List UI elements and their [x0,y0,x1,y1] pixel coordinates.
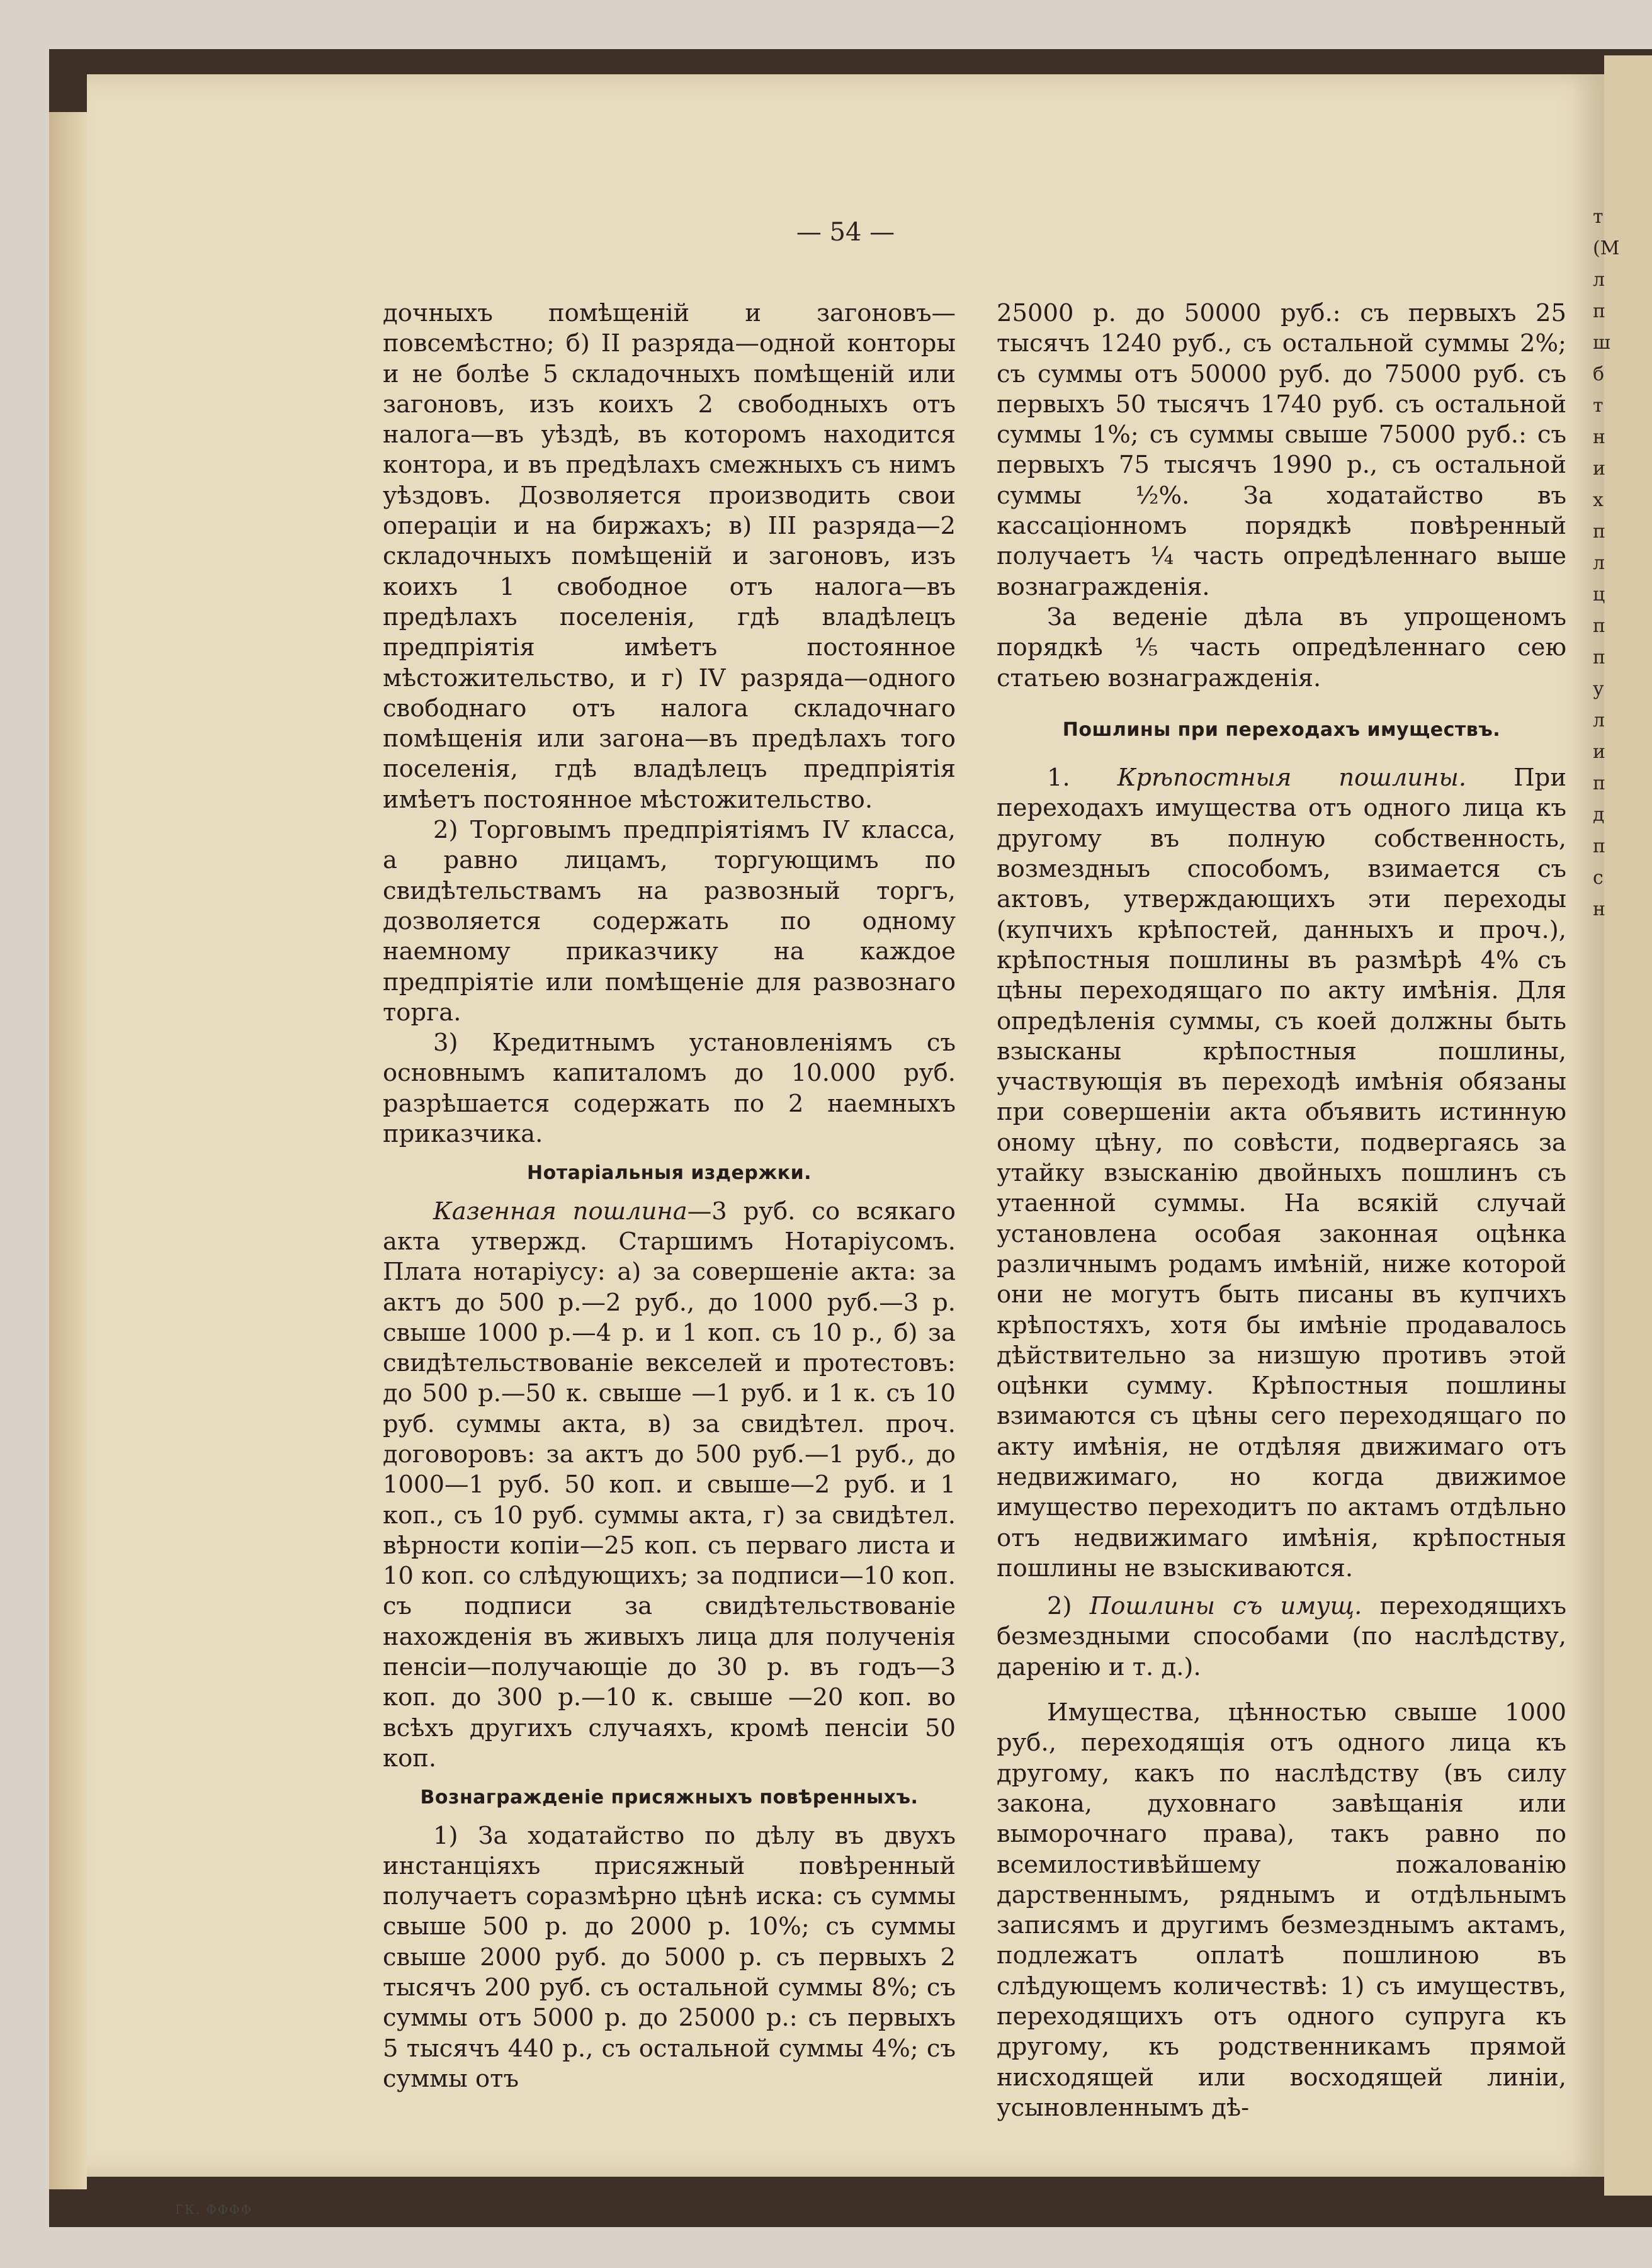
facing-page-fragment: п [1593,521,1605,543]
paragraph: За веденіе дѣла въ упрощеномъ порядкѣ ⅕ часть опредѣленнаго сею статьею вознагражденія. [997,602,1566,692]
page-edges [49,112,87,2189]
right-column [997,298,1566,2123]
item-number: 1. [1047,764,1070,793]
facing-page-fragment: п [1593,772,1605,794]
italic-term: Пошлины съ имущ. [1089,1592,1362,1621]
paragraph-text: —3 руб. со всякаго акта утвержд. Старшимъ Нотаріусомъ. Плата нотаріусу: а) за совершеніе акта: за актъ до 500 р.—2 руб., до 1000 руб.—3 р. свыше 1000 р.—4 р. и 1 коп. съ 10 р., б) за свидѣтельствованіе векселей и протестовъ: до 500 р.—50 к. свыше —1 руб. и 1 к. съ 10 руб. суммы акта, в) за свидѣтел. проч. договоровъ: за актъ до 500 руб.—1 руб., до 1000—1 руб. 50 коп. и свыше—2 руб. и 1 коп., съ 10 руб. суммы акта, г) за свидѣтел. вѣрности копіи—25 коп. съ перваго листа и 10 коп. со слѣдующихъ; за подписи—10 коп. съ подписи за свидѣтельствованіе нахожденія въ живыхъ лица для полученія пенсіи—получающіе до 30 р. въ годъ—3 коп. до 300 р.—10 к. свыше —20 коп. во всѣхъ другихъ случаяхъ, кромѣ пенсіи 50 коп. [383,1197,956,1773]
section-heading: Пошлины при переходахъ имуществъ. [1062,718,1501,741]
paragraph: дочныхъ помѣщеній и загоновъ—повсемѣстно; б) II разряда—одной конторы и не болѣе 5 складочныхъ помѣщеній или загоновъ, изъ коихъ 2 свободныхъ отъ налога—въ уѣздѣ, въ которомъ находится контора, и въ предѣлахъ смежныхъ съ нимъ уѣздовъ. Дозволяется производить свои операціи и на биржахъ; в) III разряда—2 складочныхъ помѣщеній и загоновъ, изъ коихъ 1 свободное отъ налога—въ предѣлахъ поселенія, гдѣ владѣлецъ предпріятія имѣетъ постоянное мѣстожительство, и г) IV разряда—одного свободнаго отъ налога складочнаго помѣщенія или загона—въ предѣлахъ того поселенія, гдѣ владѣлецъ предпріятія имѣетъ постоянное мѣстожительство. [383,299,956,814]
paragraph [383,1197,956,1774]
paragraph: 25000 р. до 50000 руб.: съ первыхъ 25 тысячъ 1240 руб., съ остальной суммы 2%; съ суммы отъ 50000 руб. до 75000 руб. съ первыхъ 50 тысячъ 1740 руб. съ остальной суммы 1%; съ суммы свыше 75000 руб.: съ первыхъ 75 тысячъ 1990 р., съ остальной суммы ½%. За ходатайство въ кассаціонномъ порядкѣ повѣренный получаетъ ¼ часть опредѣленнаго выше вознагражденія. [997,299,1566,601]
paragraph: 3) Кредитнымъ установленіямъ съ основнымъ капиталомъ до 10.000 руб. разрѣшается содержать по 2 наемныхъ приказчика. [383,1029,956,1149]
section-heading: Вознагражденіе присяжныхъ повѣренныхъ. [420,1786,919,1809]
italic-term: Казенная пошлина [433,1197,687,1226]
footer-mark: ГК. ΦΦΦΦ [175,2202,253,2217]
facing-page-fragment: ц [1593,584,1605,606]
facing-page-fragment: н [1593,426,1605,448]
paragraph: 2) Торговымъ предпріятіямъ IV класса, а равно лицамъ, торгующимъ по свидѣтельствамъ на развозный торгъ, дозволяется содержать по одному наемному приказчику на каждое предпріятіе или помѣщеніе для развознаго торга. [383,816,956,1027]
facing-page-fragment: у [1593,678,1604,700]
facing-page-fragment: л [1593,709,1605,731]
paragraph-text: переходящихъ безмездными способами (по наслѣдству, даренію и т. д.). [997,1592,1566,1681]
paragraph: Имущества, цѣнностью свыше 1000 руб., переходящія отъ одного лица къ другому, какъ по наслѣдству (въ силу закона, духовнаго завѣщанія или выморочнаго права), такъ равно по всемилостивѣйшему пожалованію дарственнымъ, ряднымъ и отдѣльнымъ записямъ и другимъ безмезднымъ актамъ, подлежатъ оплатѣ пошлиною въ слѣдующемъ количествѣ: 1) съ имуществъ, переходящихъ отъ одного супруга къ другому, къ родственникамъ прямой нисходящей или восходящей линіи, усыновленнымъ дѣ- [997,1698,1566,2122]
facing-page-fragment: п [1593,300,1605,322]
facing-page-fragment: п [1593,615,1605,637]
paragraph-text: При переходахъ имущества отъ одного лица къ другому въ полную собственность, возмездныъ способомъ, взимается съ актовъ, утверждающихъ эти переходы (купчихъ крѣпостей, данныхъ и проч.), крѣпостныя пошлины въ размѣрѣ 4% съ цѣны переходящаго по акту имѣнія. Для опредѣленія суммы, съ коей должны быть взысканы крѣпостныя пошлины, участвующія въ переходѣ имѣнія обязаны при совершеніи акта объявить истинную оному цѣну, по совѣсти, подвергаясь за утайку взысканію двойныхъ пошлинъ съ утаенной суммы. На всякій случай установлена особая законная оцѣнка различнымъ родамъ имѣній, ниже которой они не могутъ быть писаны въ купчихъ крѣпостяхъ, хотя бы имѣніе продавалось дѣйствительно за низшую противъ этой оцѣнки сумму. Крѣпостныя пошлины взимаются съ цѣны сего переходящаго по акту имѣнія, не отдѣляя движимаго отъ недвижимаго, но когда движимое имущество переходитъ по актамъ отдѣльно отъ недвижимаго имѣнія, крѣпостныя пошлины не взыскиваются. [997,764,1566,1583]
item-number: 2) [1047,1592,1072,1621]
left-column [383,298,956,2094]
facing-page-fragment: ш [1593,332,1610,354]
facing-page-fragment: н [1593,898,1605,920]
italic-term: Крѣпостныя пошлины. [1117,764,1467,793]
facing-page-fragment: х [1593,489,1604,511]
facing-page-fragment: с [1593,867,1604,889]
facing-page-fragment: л [1593,269,1605,291]
facing-page-fragment: п [1593,646,1605,669]
paragraph [997,763,1566,1584]
facing-page-fragment: п [1593,835,1605,857]
page-number: — 54 — [796,218,895,247]
facing-page-fragment: л [1593,552,1605,574]
facing-page-fragment: (М [1593,237,1620,259]
section-heading: Нотаріальныя издержки. [527,1162,812,1185]
paragraph [997,1591,1566,1683]
facing-page-fragment: д [1593,804,1605,826]
book-spread [49,49,1652,2227]
paragraph: 1) За ходатайство по дѣлу въ двухъ инстанціяхъ присяжный повѣренный получаетъ соразмѣрно цѣнѣ иска: съ суммы свыше 500 р. до 2000 р. 10%; съ суммы свыше 2000 руб. до 5000 р. съ первыхъ 2 тысячъ 200 руб. съ остальной суммы 8%; съ суммы отъ 5000 р. до 25000 р.: съ первыхъ 5 тысячъ 440 р., съ остальной суммы 4%; съ суммы отъ [383,1821,956,2093]
facing-page-fragment: и [1593,741,1605,763]
facing-page-fragment: т [1593,395,1604,417]
book-page [87,74,1604,2217]
facing-page-fragment: б [1593,363,1605,385]
facing-page-fragment: т [1593,206,1604,228]
facing-page-fragment: и [1593,458,1605,480]
